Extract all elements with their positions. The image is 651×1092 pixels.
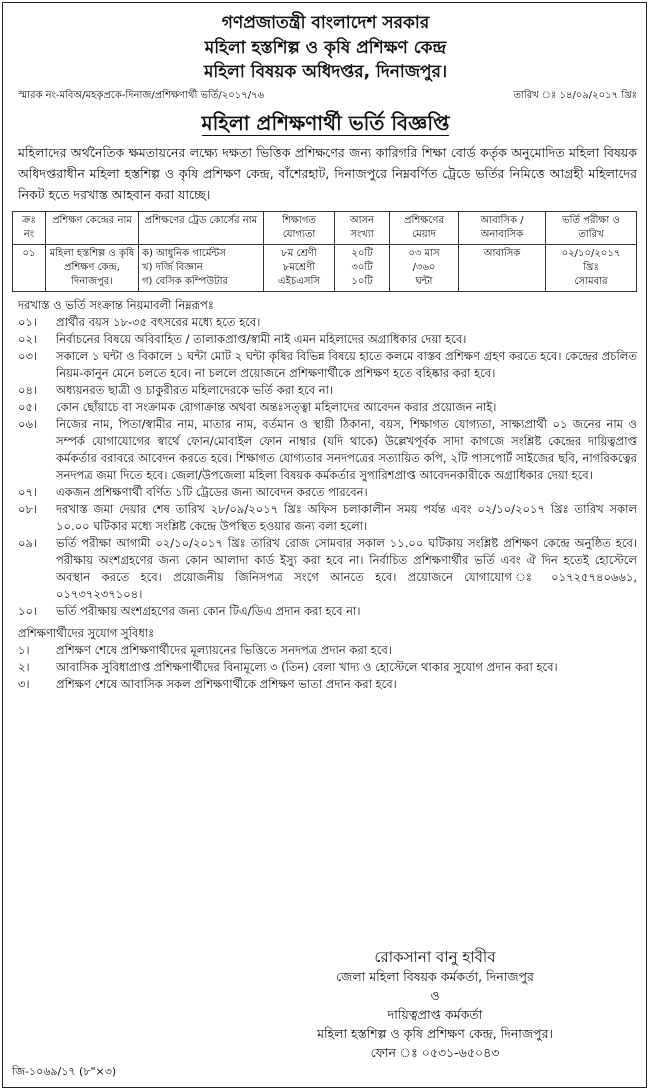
notice-date: তারিখ ঃ ১৪/০৯/২০১৭ খ্রিঃ — [513, 90, 637, 101]
col-trade: প্রশিক্ষণের ট্রেড কোর্সের নাম — [139, 212, 264, 245]
list-item: ০১। প্রার্থীর বয়স ১৮-৩৫ বৎসরের মধ্যে হতে হবে। — [18, 315, 261, 329]
govt-line: গণপ্রজাতন্ত্রী বাংলাদেশ সরকার — [221, 13, 430, 33]
notice-title: মহিলা প্রশিক্ষণার্থী ভর্তি বিজ্ঞপ্তি — [201, 111, 450, 135]
list-item: ০২। নির্বাচনের বিষয়ে অবিবাহিত / তালাকপ্রাপ্ত/স্বামী নাই এমন মহিলাদের অগ্রাধিকার দেয়া হবে। — [18, 332, 467, 346]
list-item: ০৩। সকালে ১ ঘন্টা ও বিকালে ১ ঘন্টা মোট ২ ঘন্টা কৃষির বিভিন্ন বিষয়ে হাতে কলমে বাস্তব প্রশিক্ষণ গ্রহণ করতে হবে। কেন্দ্রের প্রচলিত নিয়ম-কানুন মেনে চলতে হবে। না চললে প্রয়োজনে প্রশিক্ষণার্থীকে প্রশিক্ষণ হতে বহিষ্কার করা হবে। — [18, 349, 637, 380]
list-item: ০৮। দরখাস্ত জমা দেয়ার শেষ তারিখ ২৮/০৯/২০১৭ খ্রিঃ অফিস চলাকালীন সময় পর্যন্ত এবং ০২/১০/২০১৭ খ্রিঃ তারিখ সকাল ১০.০০ ঘটিকার মধ্যে সংশ্লিষ্ট কেন্দ্রে উপস্থিত হওয়ার জন্য বলা হলো। — [18, 502, 637, 533]
cell-exam: ০২/১০/২০১৭ খ্রিঃ সোমবার — [546, 245, 637, 292]
list-item: ০৭। একজন প্রশিক্ষণার্থী বর্ণিত ১টি ট্রেডের জন্য আবেদন করতে পারবেন। — [18, 485, 368, 499]
benefits-heading: প্রশিক্ষণার্থীদের সুযোগ সুবিধাঃ — [18, 626, 155, 640]
list-item: ০৫। কোন ছোঁয়াচে বা সংক্রামক রোগাক্রান্ত অথবা অন্তঃসত্ত্বা মহিলাদের আবেদন করার প্রয়োজন নাই। — [18, 400, 497, 414]
signatory-designation: জেলা মহিলা বিষয়ক কর্মকর্তা, দিনাজপুর — [336, 969, 534, 984]
list-item: ০৬। নিজের নাম, পিতা/স্বামীর নাম, মাতার নাম, বর্তমান ও স্থায়ী ঠিকানা, বয়স, শিক্ষাগত যোগ্যতা, সাক্ষ্যপ্রার্থী ০১ জনের নাম ও সম্পর্ক যোগাযোগের স্বার্থে ফোন/মোবাইল ফোন নাম্বার (যদি থাকে) উল্লেখপূর্বক সাদা কাগজে সংশ্লিষ্ট কেন্দ্রের দায়িত্বপ্রাপ্ত কর্মকর্তার বরাবরে আবেদন করতে হবে। শিক্ষাগত যোগ্যতার সনদপত্রের সত্যায়িত কপি, ২টি পাসপোর্ট সাইজের ছবি, নাগরিকত্বের সনদপত্র জমা দিতে হবে। জেলা/উপজেলা মহিলা বিষয়ক কর্মকর্তার সুপারিশপ্রাপ্ত আবেদনকারীকে অগ্রাধিকার দেয়া হবে। — [18, 417, 637, 482]
list-item: ১০। ভর্তি পরীক্ষায় অংশগ্রহণের জন্য কোন টিএ/ডিএ প্রদান করা হবে না। — [18, 604, 361, 618]
list-item: ২। আবাসিক সুবিধাপ্রাপ্ত প্রশিক্ষণার্থীদের বিনামূল্যে ৩ (তিন) বেলা খাদ্য ও হোস্টেলে থাকার সুযোগ প্রদান করা হবে। — [18, 660, 558, 674]
signatory-phone: ফোন ঃ ০৫৩১-৬৫০৪৩ — [370, 1045, 500, 1060]
list-item: ০৯। ভর্তি পরীক্ষা আগামী ০২/১০/২০১৭ খ্রিঃ তারিখ রোজ সোমবার সকাল ১১.০০ ঘটিকায় সংশ্লিষ্ট প্রশিক্ষণ কেন্দ্রে অনুষ্ঠিত হবে। পরীক্ষায় অংশগ্রহণের জন্য কোন আলাদা কার্ড ইস্যু করা হবে না। নির্বাচিত প্রশিক্ষণার্থীর ভর্তি এবং ঐ দিন হতেই হোস্টেলে অবস্থান করতে হবে। প্রয়োজনীয় জিনিসপত্র সংগে আনতে হবে। প্রয়োজনে যোগাযোগ ঃ ০১৭২৫৭৪০৬৬১, ০১৭৩৭২৩৭১০৪। — [18, 536, 637, 601]
signatory-and: ও — [430, 988, 440, 1003]
list-item: ৩। প্রশিক্ষণ শেষে আবাসিক সকল প্রশিক্ষণার্থীকে প্রশিক্ষণ ভাতা প্রদান করা হবে। — [18, 677, 397, 691]
cell-center: মহিলা হস্তশিল্প ও কৃষি প্রশিক্ষণ কেন্দ্র, দিনাজপুর। — [46, 245, 139, 292]
intro-paragraph: মহিলাদের অর্থনৈতিক ক্ষমতায়নের লক্ষ্যে দক্ষতা ভিত্তিক প্রশিক্ষণের জন্য কারিগরি শিক্ষা বোর্ড কর্তৃক অনুমোদিত মহিলা বিষয়ক অধিদপ্তরাধীন মহিলা হস্তশিল্প ও কৃষি প্রশিক্ষণ কেন্দ্র, বাঁশেরহাট, দিনাজপুরে নিম্নবর্ণিত ট্রেডে ভর্তির নিমিত্তে আগ্রহী মহিলাদের নিকট হতে দরখাস্ত আহবান করা যাচ্ছে। — [18, 145, 637, 202]
rules-heading: দরখাস্ত ও ভর্তি সংক্রান্ত নিয়মাবলী নিম্নরূপঃ — [18, 298, 214, 312]
signatory-name: রোকসানা বানু হাবীব — [374, 948, 496, 966]
signature-block — [240, 948, 630, 1062]
col-exam: ভর্তি পরীক্ষা ও তারিখ — [546, 212, 637, 245]
col-center: প্রশিক্ষণ কেন্দ্রের নাম — [46, 212, 139, 245]
col-sl: ক্রঃ নং — [13, 212, 46, 245]
center-name: মহিলা হস্তশিল্প ও কৃষি প্রশিক্ষণ কেন্দ্র — [204, 38, 447, 58]
cell-seats: ২০টি ৩০টি ১০টি — [335, 245, 390, 292]
col-duration: প্রশিক্ষণের মেয়াদ — [390, 212, 459, 245]
col-qualification: শিক্ষাগত যোগ্যতা — [264, 212, 335, 245]
department-line: মহিলা বিষয়ক অধিদপ্তর, দিনাজপুর। — [203, 62, 448, 82]
cell-trades: ক) আধুনিক গার্মেন্টস খ) দর্জি বিজ্ঞান গ) বেসিক কম্পিউটার — [139, 245, 264, 292]
bottom-reference: জি-১০৬৯/১৭ (৮"×৩) — [12, 1065, 117, 1078]
cell-sl: ০১ — [13, 245, 46, 292]
cell-qualifications: ৮ম শ্রেণী ৮মশ্রেণী এইচএসসি — [264, 245, 335, 292]
signatory-office: মহিলা হস্তশিল্প ও কৃষি প্রশিক্ষণ কেন্দ্র, দিনাজপুর। — [317, 1026, 553, 1041]
col-seats: আসন সংখ্যা — [335, 212, 390, 245]
cell-residential: আবাসিক — [459, 245, 546, 292]
notice-frame — [2, 2, 647, 1088]
signatory-role: দায়িত্বপ্রাপ্ত কর্মকর্তা — [387, 1007, 483, 1022]
memo-number: স্মারক নং-মবিঅ/মহকৃপ্রকে-দিনাজ/প্রশিক্ষণার্থী ভর্তি/২০১৭/৭৬ — [18, 90, 265, 101]
col-residential: আবাসিক / অনাবাসিক — [459, 212, 546, 245]
cell-duration: ০৩ মাস /৩৬০ ঘন্টা — [390, 245, 459, 292]
list-item: ০৪। অধ্যয়নরত ছাত্রী ও চাকুরীরত মহিলাদেরকে ভর্তি করা হবে না। — [18, 383, 334, 397]
list-item: ১। প্রশিক্ষণ শেষে প্রশিক্ষণার্থীদের মূল্যায়নের ভিত্তিতে সনদপত্র প্রদান করা হবে। — [18, 643, 392, 657]
